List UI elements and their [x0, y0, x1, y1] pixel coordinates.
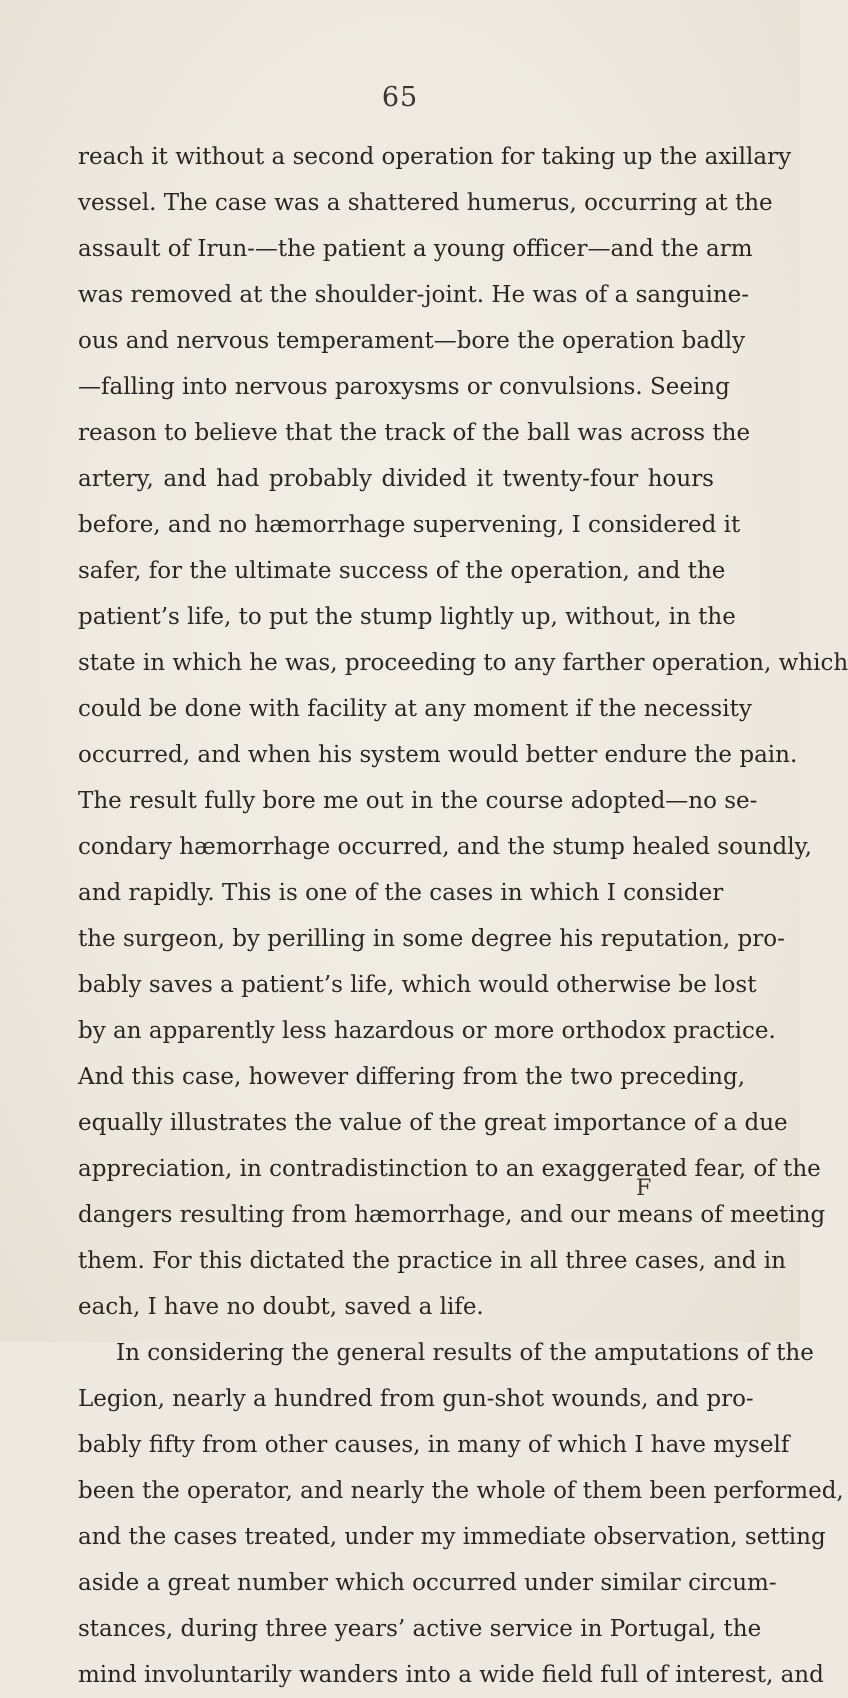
text-line: the surgeon, by perilling in some degree his reputation, pro-	[78, 926, 785, 952]
text-line: been the operator, and nearly the whole of them been performed,	[78, 1478, 844, 1504]
text-line: before, and no hæmorrhage supervening, I considered it	[78, 512, 741, 538]
text-line: ous and nervous temperament—bore the operation badly	[78, 328, 746, 354]
text-line: equally illustrates the value of the great importance of a due	[78, 1110, 788, 1136]
text-line: patient’s life, to put the stump lightly up, without, in the	[78, 604, 736, 630]
text-line: reach it without a second operation for taking up the axillary	[78, 144, 792, 170]
text-line: artery, and had probably divided it twenty-four hours	[78, 466, 714, 492]
text-line: dangers resulting from hæmorrhage, and our means of meeting	[78, 1202, 826, 1228]
text-line: And this case, however differing from the two preceding,	[78, 1064, 745, 1090]
body-text	[78, 134, 848, 1698]
paragraph-start-line: In considering the general results of the amputations of the	[116, 1340, 814, 1366]
text-line: bably saves a patient’s life, which would otherwise be lost	[78, 972, 757, 998]
text-line: by an apparently less hazardous or more orthodox practice.	[78, 1018, 776, 1044]
text-line: and the cases treated, under my immediate observation, setting	[78, 1524, 826, 1550]
text-line: was removed at the shoulder-joint. He was of a sanguine-	[78, 282, 750, 308]
paragraph-end-line: each, I have no doubt, saved a life.	[78, 1294, 484, 1320]
page-number: 65	[381, 82, 419, 113]
text-line: vessel. The case was a shattered humerus, occurring at the	[78, 190, 773, 216]
text-line: them. For this dictated the practice in all three cases, and in	[78, 1248, 786, 1274]
text-line: state in which he was, proceeding to any farther operation, which	[78, 650, 848, 676]
text-line: aside a great number which occurred under similar circum-	[78, 1570, 777, 1596]
text-line: stances, during three years’ active service in Portugal, the	[78, 1616, 762, 1642]
text-line: safer, for the ultimate success of the operation, and the	[78, 558, 726, 584]
text-line: reason to believe that the track of the ball was across the	[78, 420, 751, 446]
text-line: occurred, and when his system would better endure the pain.	[78, 742, 798, 768]
text-line: Legion, nearly a hundred from gun-shot wounds, and pro-	[78, 1386, 754, 1412]
text-line: could be done with facility at any moment if the necessity	[78, 696, 752, 722]
text-line: bably fifty from other causes, in many of which I have myself	[78, 1432, 790, 1458]
text-line: appreciation, in contradistinction to an exaggerated fear, of the	[78, 1156, 821, 1182]
text-line: —falling into nervous paroxysms or convulsions. Seeing	[78, 374, 730, 400]
signature-mark: F	[636, 1176, 652, 1201]
text-line: The result fully bore me out in the course adopted—no se-	[78, 788, 758, 814]
text-line: mind involuntarily wanders into a wide field full of interest, and	[78, 1662, 824, 1688]
text-line: condary hæmorrhage occurred, and the stump healed soundly,	[78, 834, 812, 860]
text-line: and rapidly. This is one of the cases in which I consider	[78, 880, 724, 906]
text-line: assault of Irun-—the patient a young officer—and the arm	[78, 236, 753, 262]
